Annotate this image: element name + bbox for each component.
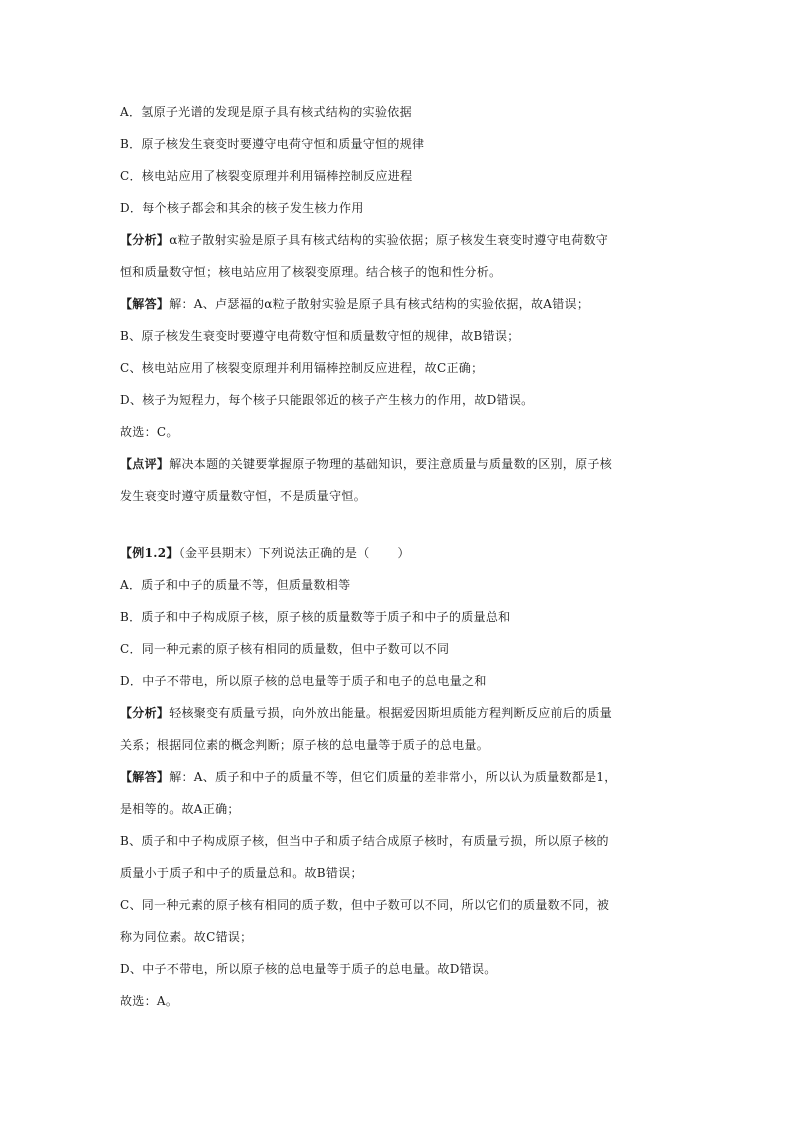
ex1-answer-line-3: C、核电站应用了核裂变原理并利用镉棒控制反应进程，故C正确； [120,361,484,375]
question-text: （金平县期末）下列说法正确的是（ [178,546,370,560]
question-paren-close: ） [397,546,410,560]
ex1-answer-line-2: B、原子核发生衰变时要遵守电荷数守恒和质量数守恒的规律，故B错误； [120,329,520,343]
analysis-text: 轻核聚变有质量亏损，向外放出能量。根据爱因斯坦质能方程判断反应前后的质量 [169,706,613,720]
ex2-answer-line-5: C、同一种元素的原子核有相同的质子数，但中子数可以不同，所以它们的质量数不同，被 [120,898,610,912]
ex2-option-b: B．质子和中子构成原子核，原子核的质量数等于质子和中子的质量总和 [120,610,511,624]
ex2-answer-line-6: 称为同位素。故C错误； [120,930,253,944]
ex2-answer-line-8: 故选：A。 [120,994,179,1008]
answer-text: 解：A、质子和中子的质量不等，但它们质量的差非常小，所以认为质量数都是1， [169,770,617,784]
analysis-text: α粒子散射实验是原子具有核式结构的实验依据；原子核发生衰变时遵守电荷数守 [169,233,609,247]
ex1-answer-line-1 [120,296,680,312]
ex2-answer-line-4: 质量小于质子和中子的质量总和。故B错误； [120,866,363,880]
ex2-analysis-line-1 [120,705,680,721]
comment-text: 解决本题的关键要掌握原子物理的基础知识，要注意质量与质量数的区别，原子核 [169,457,613,471]
ex1-option-c: C．核电站应用了核裂变原理并利用镉棒控制反应进程 [120,169,413,183]
ex1-option-b: B．原子核发生衰变时要遵守电荷守恒和质量守恒的规律 [120,137,425,151]
ex1-analysis-line-1 [120,232,680,248]
example-tag: 【例1.2】 [120,546,179,560]
ex2-answer-line-7: D、中子不带电，所以原子核的总电量等于质子的总电量。故D错误。 [120,962,497,976]
answer-text: 解：A、卢瑟福的α粒子散射实验是原子具有核式结构的实验依据，故A错误； [169,297,590,311]
ex1-comment-line-1 [120,456,680,472]
ex1-option-a: A．氢原子光谱的发现是原子具有核式结构的实验依据 [120,105,412,119]
answer-tag: 【解答】 [120,297,170,311]
ex1-answer-line-4: D、核子为短程力，每个核子只能跟邻近的核子产生核力的作用，故D错误。 [120,393,534,407]
ex1-answer-line-5: 故选：C。 [120,425,179,439]
ex2-option-d: D．中子不带电，所以原子核的总电量等于质子和电子的总电量之和 [120,674,487,688]
ex2-answer-line-2: 是相等的。故A正确； [120,802,240,816]
answer-tag: 【解答】 [120,770,170,784]
ex1-comment-line-2: 发生衰变时遵守质量数守恒，不是质量守恒。 [120,489,367,503]
ex2-option-c: C．同一种元素的原子核有相同的质量数，但中子数可以不同 [120,642,450,656]
ex2-title [120,545,680,561]
ex1-option-d: D．每个核子都会和其余的核子发生核力作用 [120,201,364,215]
ex2-answer-line-3: B、质子和中子构成原子核，但当中子和质子结合成原子核时，有质量亏损，所以原子核的 [120,834,609,848]
ex1-analysis-line-2: 恒和质量数守恒；核电站应用了核裂变原理。结合核子的饱和性分析。 [120,265,502,279]
analysis-tag: 【分析】 [120,706,170,720]
ex2-option-a: A．质子和中子的质量不等，但质量数相等 [120,578,351,592]
ex2-answer-line-1 [120,769,680,785]
comment-tag: 【点评】 [120,457,170,471]
ex2-analysis-line-2: 关系；根据同位素的概念判断；原子核的总电量等于质子的总电量。 [120,738,490,752]
analysis-tag: 【分析】 [120,233,170,247]
